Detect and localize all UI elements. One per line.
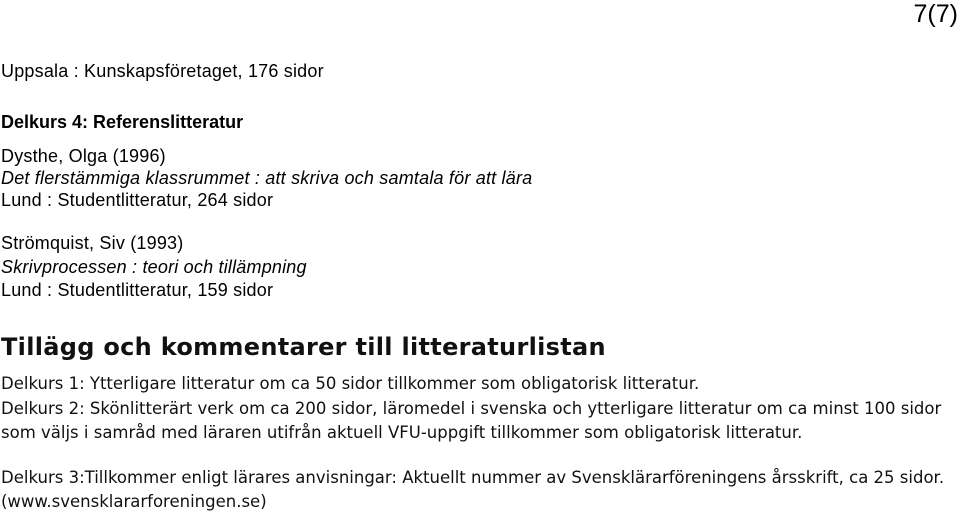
publisher-line: Uppsala : Kunskapsföretaget, 176 sidor xyxy=(1,61,324,81)
reference-author: Dysthe, Olga (1996) xyxy=(1,146,166,166)
page-number: 7(7) xyxy=(913,0,958,28)
addendum-paragraph: Delkurs 3:Tillkommer enligt lärares anvisningar: Aktuellt nummer av Svensklärarföreningens årsskrift, ca 25 sidor. (www.svensklararforeningen.se) xyxy=(1,468,945,511)
addendum-heading: Tillägg och kommentarer till litteraturlistan xyxy=(1,333,606,361)
section-heading: Delkurs 4: Referenslitteratur xyxy=(1,112,244,132)
reference-publisher: Lund : Studentlitteratur, 159 sidor xyxy=(1,280,274,300)
addendum-paragraph: Delkurs 2: Skönlitterärt verk om ca 200 sidor, läromedel i svenska och ytterligare litteratur om ca minst 100 sidor som väljs i samråd med läraren utifrån aktuell VFU-uppgift tillkommer som obligatorisk litteratur. xyxy=(1,399,942,442)
reference-author: Strömquist, Siv (1993) xyxy=(1,233,184,253)
reference-publisher: Lund : Studentlitteratur, 264 sidor xyxy=(1,190,274,210)
reference-title: Skrivprocessen : teori och tillämpning xyxy=(1,257,307,277)
reference-title: Det flerstämmiga klassrummet : att skriva och samtala för att lära xyxy=(1,168,533,188)
addendum-paragraph: Delkurs 1: Ytterligare litteratur om ca 50 sidor tillkommer som obligatorisk litteratur. xyxy=(1,374,700,393)
